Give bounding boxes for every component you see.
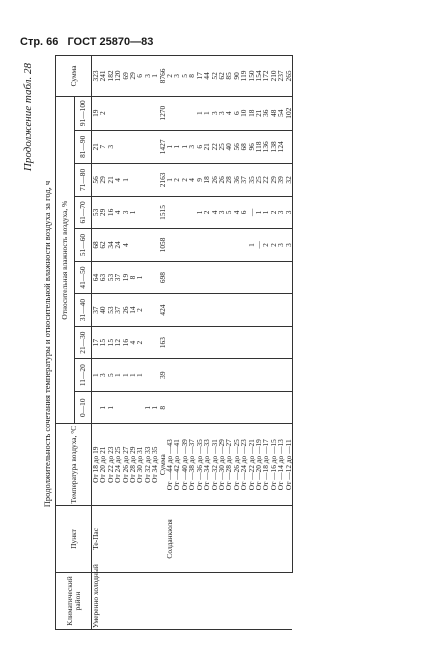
range-values-7: 56 29 21 4 1: [92, 164, 159, 197]
row-totals: 323 241 182 120 69 29 6 3 1: [92, 56, 159, 97]
range-values-3: 37 40 53 37 26 14 2: [92, 294, 159, 327]
header-range-6: 61—70: [75, 196, 92, 229]
header-region: Климатический район: [56, 573, 92, 630]
point-name: Солданкюля: [166, 505, 292, 572]
sum-value-8: 1427: [159, 130, 166, 164]
sum-total: 8766: [159, 56, 166, 97]
range-values-6: 1 2 4 3 5 4 6 — 1 1 2 3 3: [166, 196, 292, 229]
header-range-8: 81—90: [75, 130, 92, 164]
header-range-2: 21—30: [75, 326, 92, 359]
range-values-9: 1 1 3 3 4 6 10 18 21 36 48 54 102: [166, 96, 292, 130]
sum-value-4: 698: [159, 261, 166, 294]
header-range-5: 51—60: [75, 229, 92, 262]
temperature-list: От —44 до —43 От —42 до —41 От —40 до —39 От —38 до —37 От —36 до —35 От —34 до —33 От —32 до —31 От —30 до —29 От —28 до —27 От —26 до —25 От —24 до —23 От —22 до —21 От —20 до —19 От —18 до —17 От —16 до —15 От —14 до —13 От —12 до —11: [166, 424, 292, 505]
range-values-5: 1 — 2 2 3 3: [166, 229, 292, 262]
header-range-4: 41—50: [75, 261, 92, 294]
range-values-4: [166, 261, 292, 294]
range-values-1: 1 3 5 1 1 1 1: [92, 359, 159, 392]
range-values-9: 19 2: [92, 96, 159, 130]
sum-value-6: 1515: [159, 196, 166, 229]
sum-value-5: 1058: [159, 229, 166, 262]
section-row-soldankula: [166, 56, 292, 630]
range-values-8: 1 1 1 3 6 21 22 25 40 56 68 96 118 136 138 124: [166, 130, 292, 164]
row-totals: 2 3 5 8 17 44 52 62 85 90 119 150 154 172 210 237 265: [166, 56, 292, 97]
header-range-9: 91—100: [75, 96, 92, 130]
header-range-0: 0—10: [75, 391, 92, 424]
page-number: Стр. 66: [20, 36, 59, 48]
range-values-2: 17 15 15 12 16 4 2: [92, 326, 159, 359]
section-row-te-pas: [92, 56, 159, 630]
range-values-1: [166, 359, 292, 392]
range-values-5: 68 62 34 24 4: [92, 229, 159, 262]
range-values-7: 1 2 2 4 9 18 26 26 28 36 37 35 25 22 29 39 32: [166, 164, 292, 197]
range-values-6: 53 29 16 4 3 1: [92, 196, 159, 229]
region-name: Умеренно холодный: [92, 573, 293, 630]
range-values-3: [166, 294, 292, 327]
header-temperature: Температура воздуха, °С: [56, 424, 92, 505]
sum-label: Сумма: [159, 424, 166, 505]
header-total: Сумма: [56, 56, 92, 97]
point-name: Те-Пас: [92, 505, 159, 572]
header-range-1: 11—20: [75, 359, 92, 392]
rotated-table-page: [22, 55, 414, 630]
sum-value-2: 163: [159, 326, 166, 359]
page-header: [20, 36, 220, 48]
range-values-4: 64 63 53 37 19 8 1: [92, 261, 159, 294]
header-range-3: 31—40: [75, 294, 92, 327]
table-caption: Продолжительность сочетания температуры и относительной влажности воздуха за год, ч: [42, 180, 52, 508]
range-values-8: 21 7 3: [92, 130, 159, 164]
header-range-7: 71—80: [75, 164, 92, 197]
sum-value-9: 1270: [159, 96, 166, 130]
standard-number: ГОСТ 25870—83: [67, 36, 154, 48]
header-point: Пункт: [56, 505, 92, 572]
table-continuation-label: Продолжение табл. 28: [22, 63, 34, 172]
range-values-2: [166, 326, 292, 359]
temperature-list: От 18 до 19 От 20 до 21 От 22 до 23 От 24 до 25 От 26 до 27 От 28 до 29 От 30 до 31 От 32 до 33 От 34 до 35: [92, 424, 159, 505]
sum-value-3: 424: [159, 294, 166, 327]
sum-value-0: 8: [159, 391, 166, 424]
range-values-0: 1 1 1 1: [92, 391, 159, 424]
humidity-temperature-table: [55, 55, 293, 630]
range-values-0: [166, 391, 292, 424]
sum-value-7: 2163: [159, 164, 166, 197]
header-humidity-group: Относительная влажность воздуха, %: [56, 96, 75, 424]
sum-value-1: 39: [159, 359, 166, 392]
